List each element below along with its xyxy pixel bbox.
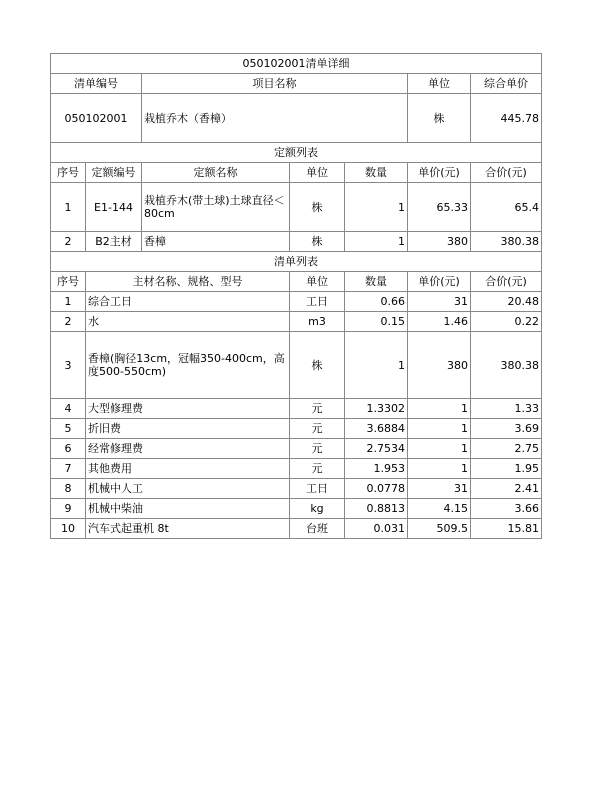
material-total: 15.81: [471, 519, 542, 539]
material-unit: 株: [290, 332, 345, 399]
material-unit-price-header: 单价(元): [408, 272, 471, 292]
material-name: 香樟(胸径13cm，冠幅350-400cm，高度500-550cm): [86, 332, 290, 399]
list-item-row: [51, 94, 542, 143]
material-unit: 台班: [290, 519, 345, 539]
material-unit-price: 31: [408, 292, 471, 312]
quota-header-row: [51, 163, 542, 183]
material-seq: 3: [51, 332, 86, 399]
material-row: [51, 479, 542, 499]
material-unit-price: 1.46: [408, 312, 471, 332]
material-qty-header: 数量: [345, 272, 408, 292]
material-seq: 2: [51, 312, 86, 332]
quota-row: [51, 183, 542, 232]
list-code: 050102001: [51, 94, 142, 143]
quota-name-header: 定额名称: [142, 163, 290, 183]
material-unit-price: 380: [408, 332, 471, 399]
material-seq: 10: [51, 519, 86, 539]
material-seq: 8: [51, 479, 86, 499]
quota-unit-price: 65.33: [408, 183, 471, 232]
material-qty: 3.6884: [345, 419, 408, 439]
material-row: [51, 499, 542, 519]
detail-table: [50, 53, 542, 539]
quota-code: E1-144: [86, 183, 142, 232]
material-total: 0.22: [471, 312, 542, 332]
material-unit: 元: [290, 419, 345, 439]
material-qty: 0.031: [345, 519, 408, 539]
material-unit-price: 1: [408, 459, 471, 479]
material-unit: kg: [290, 499, 345, 519]
list-code-header: 清单编号: [51, 74, 142, 94]
list-unit: 株: [408, 94, 471, 143]
quota-total: 65.4: [471, 183, 542, 232]
material-qty: 2.7534: [345, 439, 408, 459]
quota-seq: 1: [51, 183, 86, 232]
material-name: 汽车式起重机 8t: [86, 519, 290, 539]
material-total: 380.38: [471, 332, 542, 399]
quota-seq-header: 序号: [51, 163, 86, 183]
material-name: 其他费用: [86, 459, 290, 479]
material-seq: 7: [51, 459, 86, 479]
material-qty: 1.953: [345, 459, 408, 479]
quota-row: [51, 232, 542, 252]
list-name: 栽植乔木（香樟）: [142, 94, 408, 143]
material-unit: 元: [290, 459, 345, 479]
quota-qty: 1: [345, 232, 408, 252]
material-qty: 1: [345, 332, 408, 399]
material-name-header: 主材名称、规格、型号: [86, 272, 290, 292]
material-unit: m3: [290, 312, 345, 332]
quota-qty-header: 数量: [345, 163, 408, 183]
quota-total-header: 合价(元): [471, 163, 542, 183]
material-header-row: [51, 272, 542, 292]
material-qty: 0.15: [345, 312, 408, 332]
quota-code: B2主材: [86, 232, 142, 252]
material-name: 水: [86, 312, 290, 332]
material-name: 综合工日: [86, 292, 290, 312]
material-total: 3.66: [471, 499, 542, 519]
quota-unit: 株: [290, 183, 345, 232]
material-row: [51, 292, 542, 312]
material-qty: 0.0778: [345, 479, 408, 499]
quota-unit-price: 380: [408, 232, 471, 252]
material-unit-price: 509.5: [408, 519, 471, 539]
quota-unit: 株: [290, 232, 345, 252]
material-name: 经常修理费: [86, 439, 290, 459]
material-total-header: 合价(元): [471, 272, 542, 292]
quota-unit-header: 单位: [290, 163, 345, 183]
material-name: 折旧费: [86, 419, 290, 439]
material-unit-price: 4.15: [408, 499, 471, 519]
list-header-row: [51, 74, 542, 94]
material-total: 1.33: [471, 399, 542, 419]
material-total: 2.41: [471, 479, 542, 499]
material-row: [51, 439, 542, 459]
material-row: [51, 312, 542, 332]
material-unit: 工日: [290, 479, 345, 499]
material-seq: 1: [51, 292, 86, 312]
material-total: 20.48: [471, 292, 542, 312]
quota-total: 380.38: [471, 232, 542, 252]
material-unit-price: 1: [408, 399, 471, 419]
material-seq: 5: [51, 419, 86, 439]
list-price-header: 综合单价: [471, 74, 542, 94]
quota-unit-price-header: 单价(元): [408, 163, 471, 183]
material-section-row: [51, 252, 542, 272]
material-unit: 元: [290, 399, 345, 419]
material-unit-header: 单位: [290, 272, 345, 292]
quota-seq: 2: [51, 232, 86, 252]
material-row: [51, 519, 542, 539]
material-seq-header: 序号: [51, 272, 86, 292]
material-qty: 1.3302: [345, 399, 408, 419]
material-section-title: 清单列表: [51, 252, 542, 272]
title-row: [51, 54, 542, 74]
material-row: [51, 332, 542, 399]
material-seq: 6: [51, 439, 86, 459]
material-unit: 工日: [290, 292, 345, 312]
list-price: 445.78: [471, 94, 542, 143]
material-row: [51, 459, 542, 479]
material-qty: 0.66: [345, 292, 408, 312]
material-name: 机械中人工: [86, 479, 290, 499]
quota-qty: 1: [345, 183, 408, 232]
list-name-header: 项目名称: [142, 74, 408, 94]
quota-code-header: 定额编号: [86, 163, 142, 183]
quota-section-title: 定额列表: [51, 143, 542, 163]
material-seq: 4: [51, 399, 86, 419]
material-total: 2.75: [471, 439, 542, 459]
material-total: 1.95: [471, 459, 542, 479]
quota-name: 香樟: [142, 232, 290, 252]
material-unit-price: 31: [408, 479, 471, 499]
material-unit: 元: [290, 439, 345, 459]
material-unit-price: 1: [408, 419, 471, 439]
material-total: 3.69: [471, 419, 542, 439]
material-row: [51, 399, 542, 419]
table-title: 050102001清单详细: [51, 54, 542, 74]
list-unit-header: 单位: [408, 74, 471, 94]
material-qty: 0.8813: [345, 499, 408, 519]
quota-section-row: [51, 143, 542, 163]
material-name: 大型修理费: [86, 399, 290, 419]
material-row: [51, 419, 542, 439]
material-seq: 9: [51, 499, 86, 519]
quota-name: 栽植乔木(带土球)土球直径＜80cm: [142, 183, 290, 232]
material-name: 机械中柴油: [86, 499, 290, 519]
material-unit-price: 1: [408, 439, 471, 459]
